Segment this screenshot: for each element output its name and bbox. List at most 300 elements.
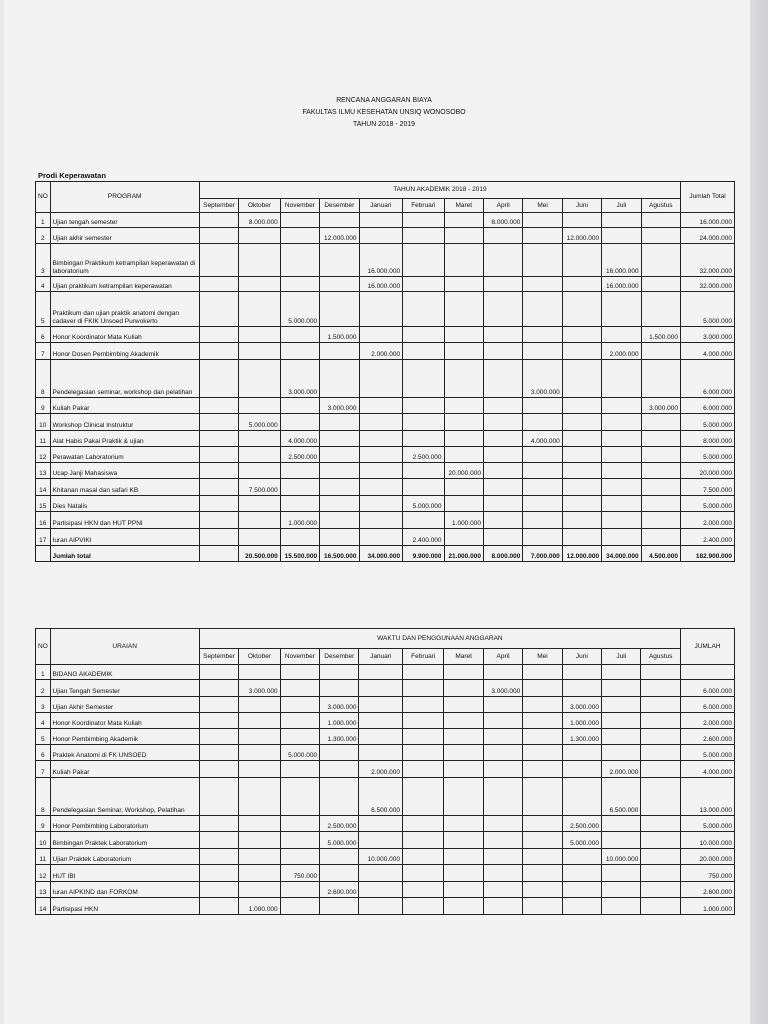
row-number: 7 [36, 761, 51, 778]
row-label: Ucap Janji Mahasiswa [50, 463, 199, 479]
amount-cell: 5.000.000 [280, 292, 319, 327]
amount-cell [359, 496, 403, 512]
col-header-no: NO [36, 629, 51, 665]
amount-cell [523, 898, 562, 915]
table-row [36, 398, 735, 414]
row-label: Honor Pembimbing Akademik [50, 729, 199, 745]
amount-cell [483, 431, 522, 447]
amount-cell [239, 745, 280, 761]
amount-cell [359, 228, 403, 244]
amount-cell [199, 398, 238, 414]
amount-cell [562, 479, 601, 496]
amount-cell [641, 343, 680, 360]
total-amount-cell: 9.900.000 [403, 546, 444, 562]
row-total: 5.000.000 [680, 816, 734, 832]
amount-cell [280, 697, 319, 713]
amount-cell [199, 414, 238, 431]
row-label: Honor Koordinator Mata Kuliah [50, 327, 199, 343]
total-label: Jumlah total [50, 546, 199, 562]
amount-cell [320, 496, 359, 512]
table-row [36, 213, 735, 228]
row-total: 6.000.000 [680, 697, 734, 713]
amount-cell [483, 360, 522, 398]
table-row [36, 529, 735, 546]
row-number: 3 [36, 697, 51, 713]
amount-cell [359, 865, 403, 882]
amount-cell [483, 512, 522, 529]
row-label: Praktikum dan ujian praktik anatomi dengan cadaver di FKIK Unsoed Purwokerto [50, 292, 199, 327]
amount-cell [199, 292, 238, 327]
amount-cell [523, 665, 562, 680]
amount-cell [602, 292, 641, 327]
row-total: 13.000.000 [680, 778, 734, 816]
amount-cell [199, 713, 238, 729]
amount-cell [444, 479, 483, 496]
row-label: Pendelegasian seminar, workshop dan pelatihan [50, 360, 199, 398]
amount-cell [641, 832, 681, 849]
amount-cell [199, 778, 238, 816]
amount-cell: 4.000.000 [523, 431, 562, 447]
amount-cell [483, 849, 522, 865]
amount-cell [199, 343, 238, 360]
amount-cell [403, 228, 444, 244]
month-header: Januari [359, 199, 403, 213]
month-header: Mei [523, 199, 562, 213]
amount-cell [444, 778, 483, 816]
amount-cell [403, 479, 444, 496]
amount-cell [239, 665, 280, 680]
row-label: Partisipasi HKN [50, 898, 199, 915]
total-amount-cell: 12.000.000 [562, 546, 601, 562]
amount-cell [562, 244, 601, 277]
amount-cell [199, 360, 238, 398]
row-number: 13 [36, 882, 51, 898]
amount-cell [483, 865, 522, 882]
total-amount-cell: 7.000.000 [523, 546, 562, 562]
row-number: 3 [36, 244, 51, 277]
row-total: 6.000.000 [681, 360, 735, 398]
amount-cell: 2.500.000 [280, 447, 319, 463]
col-header-program: URAIAN [50, 629, 199, 665]
page-edge [750, 0, 768, 1024]
amount-cell: 16.000.000 [359, 277, 403, 292]
row-label: Kuliah Pakar [50, 398, 199, 414]
amount-cell [320, 414, 359, 431]
amount-cell [444, 398, 483, 414]
amount-cell [403, 865, 444, 882]
month-header: Agustus [641, 199, 680, 213]
amount-cell [280, 898, 319, 915]
amount-cell [320, 463, 359, 479]
row-total: 6.000.000 [681, 398, 735, 414]
row-label: Ujian akhir semester [50, 228, 199, 244]
table-row [36, 745, 735, 761]
amount-cell: 2.000.000 [602, 761, 641, 778]
month-header: Mei [523, 649, 562, 665]
table-row [36, 292, 735, 327]
amount-cell [641, 213, 680, 228]
amount-cell: 12.000.000 [320, 228, 359, 244]
amount-cell [403, 665, 444, 680]
amount-cell [562, 447, 601, 463]
amount-cell [359, 882, 403, 898]
amount-cell [199, 228, 238, 244]
table-row [36, 713, 735, 729]
amount-cell [562, 882, 601, 898]
amount-cell [359, 512, 403, 529]
amount-cell [359, 447, 403, 463]
amount-cell [280, 882, 319, 898]
amount-cell [602, 431, 641, 447]
table-row [36, 865, 735, 882]
month-header: Desember [320, 649, 359, 665]
amount-cell [239, 713, 280, 729]
amount-cell [359, 431, 403, 447]
amount-cell [280, 778, 319, 816]
amount-cell [444, 832, 483, 849]
row-total: 1.000.000 [680, 898, 734, 915]
month-header: September [199, 649, 238, 665]
amount-cell: 2.000.000 [359, 761, 403, 778]
amount-cell [239, 697, 280, 713]
total-blank [36, 546, 51, 562]
amount-cell [403, 898, 444, 915]
amount-cell [280, 343, 319, 360]
amount-cell [239, 244, 280, 277]
amount-cell [359, 697, 403, 713]
amount-cell [199, 512, 238, 529]
amount-cell [483, 228, 522, 244]
amount-cell [483, 816, 522, 832]
amount-cell [444, 447, 483, 463]
amount-cell [280, 327, 319, 343]
amount-cell [444, 414, 483, 431]
amount-cell: 2.600.000 [320, 882, 359, 898]
amount-cell [523, 713, 562, 729]
row-total: 5.000.000 [681, 292, 735, 327]
amount-cell [199, 277, 238, 292]
amount-cell [320, 213, 359, 228]
amount-cell [602, 512, 641, 529]
amount-cell [239, 360, 280, 398]
amount-cell [403, 463, 444, 479]
amount-cell [199, 865, 238, 882]
amount-cell [523, 745, 562, 761]
amount-cell [280, 213, 319, 228]
amount-cell [641, 849, 681, 865]
amount-cell [602, 496, 641, 512]
amount-cell [403, 213, 444, 228]
row-number: 9 [36, 816, 51, 832]
col-header-no: NO [36, 182, 51, 213]
amount-cell [320, 898, 359, 915]
amount-cell [359, 832, 403, 849]
total-amount-cell: 34.000.000 [602, 546, 641, 562]
amount-cell [239, 729, 280, 745]
amount-cell [280, 496, 319, 512]
table-row [36, 496, 735, 512]
amount-cell [562, 898, 601, 915]
row-number: 8 [36, 360, 51, 398]
month-header: Oktober [239, 199, 280, 213]
amount-cell [641, 816, 681, 832]
amount-cell: 7.500.000 [239, 479, 280, 496]
amount-cell [444, 327, 483, 343]
month-header: Oktober [239, 649, 280, 665]
row-number: 11 [36, 431, 51, 447]
amount-cell [523, 865, 562, 882]
amount-cell [444, 680, 483, 697]
title-line-2: FAKULTAS ILMU KESEHATAN UNSIQ WONOSOBO [302, 107, 466, 116]
total-row [36, 546, 735, 562]
amount-cell [602, 529, 641, 546]
row-total: 5.000.000 [681, 496, 735, 512]
row-number: 9 [36, 398, 51, 414]
amount-cell [641, 680, 681, 697]
amount-cell [523, 277, 562, 292]
amount-cell [320, 680, 359, 697]
amount-cell [523, 213, 562, 228]
amount-cell [562, 761, 601, 778]
month-header: Januari [359, 649, 403, 665]
amount-cell: 3.000.000 [320, 697, 359, 713]
table-row [36, 414, 735, 431]
row-number: 4 [36, 713, 51, 729]
amount-cell [320, 761, 359, 778]
row-total: 2.400.000 [681, 529, 735, 546]
row-total: 32.000.000 [681, 244, 735, 277]
row-label: Iuran AIPKIND dan FORKOM [50, 882, 199, 898]
amount-cell [523, 327, 562, 343]
amount-cell [280, 277, 319, 292]
amount-cell [320, 244, 359, 277]
amount-cell [280, 680, 319, 697]
amount-cell [523, 479, 562, 496]
amount-cell [199, 832, 238, 849]
amount-cell [359, 680, 403, 697]
amount-cell [562, 360, 601, 398]
amount-cell: 1.000.000 [320, 713, 359, 729]
title-line-3: TAHUN 2018 - 2019 [352, 119, 416, 128]
amount-cell [444, 697, 483, 713]
amount-cell [562, 665, 601, 680]
amount-cell [199, 244, 238, 277]
amount-cell [444, 816, 483, 832]
amount-cell [483, 496, 522, 512]
amount-cell: 3.000.000 [280, 360, 319, 398]
row-number: 6 [36, 327, 51, 343]
amount-cell [641, 512, 680, 529]
amount-cell: 1.000.000 [562, 713, 601, 729]
amount-cell: 16.000.000 [602, 277, 641, 292]
amount-cell [403, 729, 444, 745]
amount-cell: 6.500.000 [602, 778, 641, 816]
amount-cell [403, 882, 444, 898]
table-row [36, 343, 735, 360]
amount-cell [444, 898, 483, 915]
total-amount-cell: 4.500.000 [641, 546, 680, 562]
amount-cell: 5.000.000 [403, 496, 444, 512]
amount-cell [239, 778, 280, 816]
amount-cell: 3.000.000 [523, 360, 562, 398]
amount-cell [562, 343, 601, 360]
amount-cell [602, 745, 641, 761]
amount-cell [280, 832, 319, 849]
amount-cell [239, 496, 280, 512]
amount-cell [239, 228, 280, 244]
amount-cell [523, 292, 562, 327]
col-header-group: WAKTU DAN PENGGUNAAN ANGGARAN [199, 629, 680, 649]
amount-cell [239, 849, 280, 865]
amount-cell [641, 898, 681, 915]
amount-cell [199, 431, 238, 447]
amount-cell [562, 398, 601, 414]
amount-cell [239, 529, 280, 546]
row-total: 5.000.000 [681, 414, 735, 431]
amount-cell [359, 898, 403, 915]
amount-cell [483, 292, 522, 327]
amount-cell [280, 729, 319, 745]
row-number: 16 [36, 512, 51, 529]
amount-cell [280, 849, 319, 865]
row-label: Honor Dosen Pembimbing Akademik [50, 343, 199, 360]
amount-cell [523, 832, 562, 849]
amount-cell [562, 463, 601, 479]
amount-cell [280, 398, 319, 414]
table-row [36, 327, 735, 343]
amount-cell [239, 463, 280, 479]
amount-cell [562, 529, 601, 546]
amount-cell: 5.000.000 [562, 832, 601, 849]
col-header-total: JUMLAH [680, 629, 734, 665]
row-label: Dies Natalis [50, 496, 199, 512]
row-total: 20.000.000 [680, 849, 734, 865]
amount-cell [641, 882, 681, 898]
table-row [36, 479, 735, 496]
amount-cell [444, 745, 483, 761]
table-row [36, 832, 735, 849]
row-total: 2.000.000 [680, 713, 734, 729]
amount-cell [641, 778, 681, 816]
amount-cell [602, 414, 641, 431]
amount-cell [602, 479, 641, 496]
row-label: Bimbingan Praktek Laboratorium [50, 832, 199, 849]
amount-cell [483, 761, 522, 778]
amount-cell [523, 729, 562, 745]
table-row [36, 761, 735, 778]
amount-cell [641, 228, 680, 244]
amount-cell [602, 713, 641, 729]
amount-cell [320, 360, 359, 398]
amount-cell [523, 228, 562, 244]
amount-cell [602, 832, 641, 849]
amount-cell [320, 529, 359, 546]
amount-cell: 8.000.000 [239, 213, 280, 228]
amount-cell [280, 463, 319, 479]
row-total: 2.000.000 [681, 512, 735, 529]
amount-cell [444, 228, 483, 244]
amount-cell [320, 745, 359, 761]
row-total: 32.000.000 [681, 277, 735, 292]
month-header: November [280, 199, 319, 213]
amount-cell [280, 761, 319, 778]
usage-table [35, 628, 735, 915]
row-number: 15 [36, 496, 51, 512]
amount-cell [602, 398, 641, 414]
amount-cell [641, 665, 681, 680]
amount-cell: 3.000.000 [641, 398, 680, 414]
row-total: 7.500.000 [681, 479, 735, 496]
amount-cell: 3.000.000 [562, 697, 601, 713]
amount-cell [523, 849, 562, 865]
amount-cell [320, 512, 359, 529]
amount-cell [239, 343, 280, 360]
row-label: Honor Koordinator Mata Kuliah [50, 713, 199, 729]
row-number: 2 [36, 228, 51, 244]
amount-cell [403, 292, 444, 327]
amount-cell: 5.000.000 [280, 745, 319, 761]
row-number: 1 [36, 665, 51, 680]
amount-cell [562, 292, 601, 327]
amount-cell [199, 496, 238, 512]
amount-cell [199, 745, 238, 761]
row-total: 2.600.000 [680, 882, 734, 898]
amount-cell [239, 816, 280, 832]
amount-cell [641, 431, 680, 447]
amount-cell [403, 713, 444, 729]
row-label: Khitanan masal dan safari KB [50, 479, 199, 496]
amount-cell [562, 778, 601, 816]
amount-cell [239, 882, 280, 898]
amount-cell [199, 816, 238, 832]
amount-cell [403, 680, 444, 697]
month-header: April [483, 199, 522, 213]
amount-cell [280, 529, 319, 546]
row-total: 8.000.000 [681, 431, 735, 447]
amount-cell [483, 447, 522, 463]
col-header-group: TAHUN AKADEMIK 2018 - 2019 [199, 182, 680, 199]
month-header: April [483, 649, 522, 665]
amount-cell [199, 665, 238, 680]
amount-cell [602, 447, 641, 463]
amount-cell [602, 898, 641, 915]
row-number: 10 [36, 832, 51, 849]
row-number: 5 [36, 292, 51, 327]
amount-cell [280, 414, 319, 431]
amount-cell: 2.400.000 [403, 529, 444, 546]
amount-cell [602, 816, 641, 832]
amount-cell [444, 431, 483, 447]
row-number: 6 [36, 745, 51, 761]
amount-cell: 1.000.000 [280, 512, 319, 529]
amount-cell [641, 463, 680, 479]
amount-cell: 1.300.000 [562, 729, 601, 745]
amount-cell [444, 213, 483, 228]
amount-cell: 20.000.000 [444, 463, 483, 479]
table-row [36, 277, 735, 292]
row-total: 5.000.000 [681, 447, 735, 463]
amount-cell [523, 778, 562, 816]
amount-cell [641, 729, 681, 745]
row-total: 4.000.000 [680, 761, 734, 778]
amount-cell [199, 479, 238, 496]
amount-cell [320, 343, 359, 360]
amount-cell [403, 277, 444, 292]
amount-cell [483, 729, 522, 745]
amount-cell [483, 463, 522, 479]
amount-cell [523, 512, 562, 529]
amount-cell [359, 729, 403, 745]
